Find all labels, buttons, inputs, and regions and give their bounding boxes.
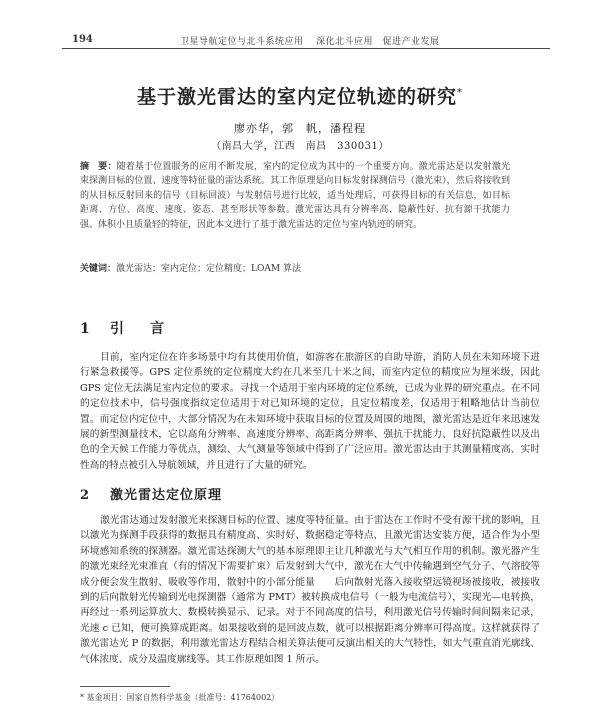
header-slogan: 深化北斗应用 促进产业发展 — [316, 37, 440, 47]
paper-title-text: 基于激光雷达的室内定位轨迹的研究 — [136, 86, 457, 108]
keywords-label: 关键词： — [80, 264, 117, 274]
section-text: 目前，室内定位在许多场景中均有其使用价值，如游客在旅游区的自助导游，消防人员在未知环境下进行紧急救援等。GPS 定位系统的定位精度大约在几米至几十米之间，而室内定位的精度应为厘米级，因此 GPS 定位无法满足室内定位的要求。寻找一个适用于室内环境的定位系统，已成为业界的研究重点。在不同的定位技术中，信号强度指纹定位适用于对已知环境的定位，且定位精度差，仅适用于粗略地估计当前位置。而定位内定位中，大部分情况为在未知环境中获取目标的位置及周围的地图，激光雷达是近年来迅速发展的新型测量技术，它以高角分辨率、高速度分辨率、高距离分辨率、强抗干扰能力、良好抗隐蔽性以及出色的全天候工作能力等优点，测绘、大气测量等领域中得到了广泛应用。激光雷达由于其测量精度高、实时性高的特点被引入导航领域，并且进行了大量的研究。 — [80, 352, 540, 471]
funding-footnote: * 基金项目：国家自然科学基金（批准号：41764002） — [80, 693, 280, 702]
title-footnote-mark: * — [457, 87, 463, 99]
keywords — [80, 262, 510, 276]
paper-title — [0, 82, 600, 109]
abstract — [80, 160, 510, 232]
footnote-rule — [80, 686, 170, 687]
running-head — [62, 32, 550, 48]
journal-name: 卫星导航定位与北斗系统应用 — [180, 37, 304, 47]
section-heading-lidar-principle — [80, 484, 222, 503]
section-body-introduction — [80, 350, 540, 473]
section-number: 1 — [80, 321, 90, 337]
section-number: 2 — [80, 488, 90, 503]
abstract-label: 摘 要： — [80, 162, 117, 172]
section-title: 激光雷达定位原理 — [110, 488, 223, 503]
section-body-lidar-principle — [80, 513, 540, 667]
page-number: 194 — [72, 34, 93, 45]
section-title: 引 言 — [110, 321, 170, 337]
affiliation: （南昌大学，江西 南昌 330031） — [211, 141, 389, 152]
section-heading-introduction — [80, 318, 170, 338]
author-list: 廖亦华，郭 帆，潘程程 — [234, 122, 366, 135]
abstract-text: 随着基于位置服务的应用不断发展，室内的定位成为其中的一个重要方向。激光雷达是以发射激光束探测目标的位置、速度等特征量的雷达系统。其工作原理是向目标发射探测信号（激光束），然后将接收到的从目标反射回来的信号（目标回波）与发射信号进行比较，适当处理后，可获得目标的有关信息，如目标距离、方位、高度、速度、姿态、甚至形状等参数。激光雷达具有分辨率高、隐蔽性好、抗有源干扰能力强、体积小且质量轻的特征，因此本文进行了基于激光雷达的定位与室内轨迹的研究。 — [80, 162, 510, 230]
keywords-text: 激光雷达；室内定位；定位精度；LOAM 算法 — [116, 264, 301, 274]
section-text: 激光雷达通过发射激光来探测目标的位置、速度等特征量。由于雷达在工作时不受有源干扰的影响，且以激光为探测手段获得的数据具有精度高、实时好、数据稳定等特点，且激光雷达安装方便，适合作为小型环境感知系统的探测器。激光雷达探测大气的基本原理即主让几种激光与大气相互作用的机制。激光器产生的激光束经光束准直（有的情况下需要扩束）后发射到大气中，激光在大气中传输遇到空气分子、气溶胶等成分便会发生散射、吸收等作用，散射中的小部分能量 后向散射光落入接收望远镜视场被接收，被接收到的后向散射光传输到光电探测器（通常为 PMT）被转换成电信号（一般为电流信号），实现光—电转换，再经过一系列运算放大、数模转换显示、记录。对于不同高度的信号，利用激光信号传输时间间隔来记录，光速 c 已知，便可换算成距离。如果接收到的是回波点数，就可以根据距离分辨率可得高度。这样就获得了激光雷达光 P 的数据，利用激光雷达方程结合相关算法便可反演出相关的大气特性，如大气重直消光廓线、气体浓度、成分及温度廓线等。其工作原理如图 1 所示。 — [80, 515, 540, 665]
header-rule — [62, 48, 550, 49]
